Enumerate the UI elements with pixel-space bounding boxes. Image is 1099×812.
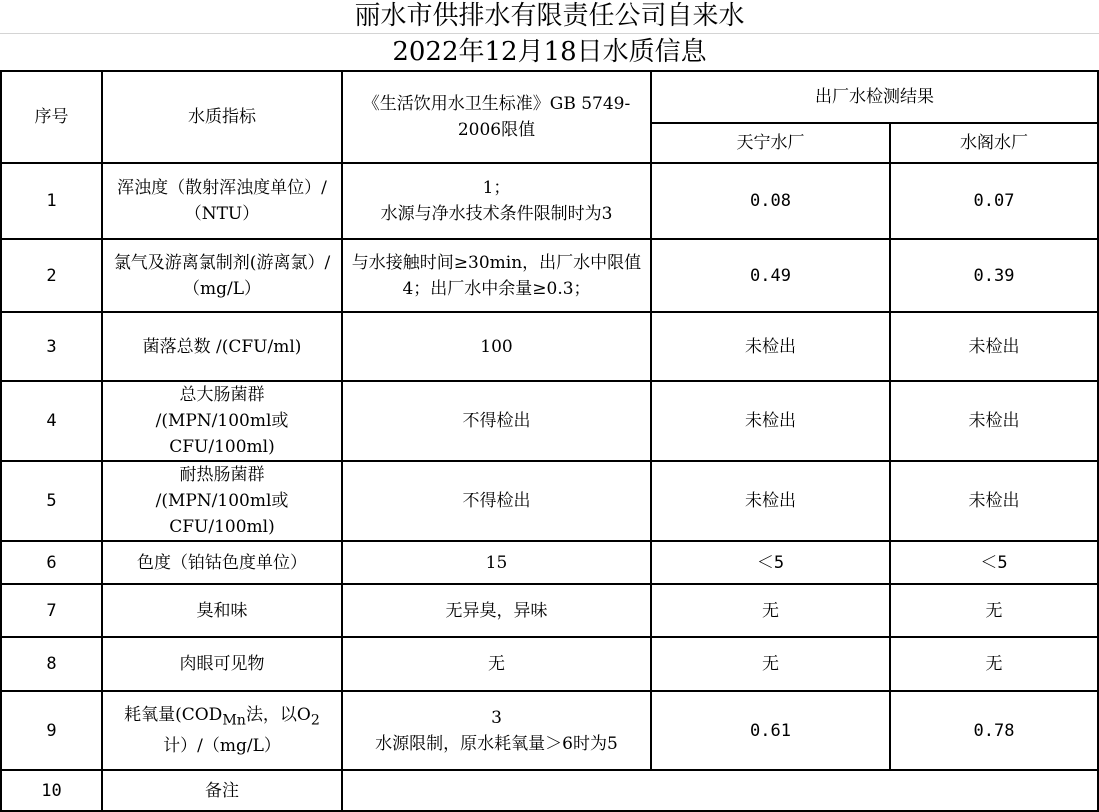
row-number: 9 [1, 691, 102, 770]
standard-limit-cell: 不得检出 [342, 381, 651, 461]
table-row [1, 381, 1098, 461]
page-subtitle: 2022年12月18日水质信息 [392, 37, 707, 67]
water-quality-table [0, 70, 1099, 812]
indicator-text: Mn [222, 712, 246, 729]
row-number: 5 [1, 461, 102, 541]
result-shuige: ＜5 [890, 541, 1098, 584]
row-number: 3 [1, 312, 102, 381]
header-index: 序号 [1, 71, 102, 163]
standard-limit-cell: 15 [342, 541, 651, 584]
row-number: 1 [1, 163, 102, 239]
remarks-cell [342, 770, 1098, 811]
result-tianning: ＜5 [651, 541, 890, 584]
result-tianning: 0.08 [651, 163, 890, 239]
header-plant-tianning: 天宁水厂 [651, 123, 890, 163]
indicator-cell: 总大肠菌群 /(MPN/100ml或 CFU/100ml) [102, 381, 342, 461]
result-shuige: 未检出 [890, 312, 1098, 381]
header-plant-shuige: 水阁水厂 [890, 123, 1098, 163]
table-row [1, 584, 1098, 637]
indicator-cell: 肉眼可见物 [102, 637, 342, 691]
result-tianning: 0.49 [651, 239, 890, 312]
standard-limit-cell: 不得检出 [342, 461, 651, 541]
header-results: 出厂水检测结果 [651, 71, 1098, 123]
page-title: 丽水市供排水有限责任公司自来水 [0, 0, 1099, 34]
row-number: 8 [1, 637, 102, 691]
table-row [1, 163, 1098, 239]
row-number: 2 [1, 239, 102, 312]
row-number: 4 [1, 381, 102, 461]
table-row [1, 239, 1098, 312]
table-row [1, 770, 1098, 811]
indicator-cell: 氯气及游离氯制剂(游离氯）/（mg/L） [102, 239, 342, 312]
table-row [1, 541, 1098, 584]
table-row [1, 691, 1098, 770]
indicator-text: 法，以O [245, 704, 311, 725]
standard-limit-cell: 无 [342, 637, 651, 691]
result-tianning: 未检出 [651, 312, 890, 381]
standard-limit-cell: 1； 水源与净水技术条件限制时为3 [342, 163, 651, 239]
standard-limit-cell: 100 [342, 312, 651, 381]
result-tianning: 未检出 [651, 461, 890, 541]
row-number: 7 [1, 584, 102, 637]
standard-limit-cell: 3 水源限制，原水耗氧量＞6时为5 [342, 691, 651, 770]
indicator-cell: 菌落总数 /(CFU/ml) [102, 312, 342, 381]
table-row [1, 312, 1098, 381]
table-row [1, 637, 1098, 691]
result-shuige: 0.78 [890, 691, 1098, 770]
standard-limit-cell: 无异臭，异味 [342, 584, 651, 637]
indicator-cell: 浑浊度（散射浑浊度单位）/（NTU） [102, 163, 342, 239]
indicator-cell [102, 691, 342, 770]
indicator-cell: 耐热肠菌群 /(MPN/100ml或 CFU/100ml) [102, 461, 342, 541]
header-standard: 《生活饮用水卫生标准》GB 5749-2006限值 [342, 71, 651, 163]
result-shuige: 无 [890, 584, 1098, 637]
indicator-cell: 臭和味 [102, 584, 342, 637]
result-shuige: 0.39 [890, 239, 1098, 312]
result-shuige: 未检出 [890, 461, 1098, 541]
result-shuige: 未检出 [890, 381, 1098, 461]
result-shuige: 无 [890, 637, 1098, 691]
indicator-text: 2 [310, 712, 320, 729]
result-tianning: 无 [651, 637, 890, 691]
result-shuige: 0.07 [890, 163, 1098, 239]
indicator-text: 计）/（mg/L） [163, 736, 281, 757]
row-number: 10 [1, 770, 102, 811]
result-tianning: 0.61 [651, 691, 890, 770]
indicator-cell: 色度（铂钴色度单位） [102, 541, 342, 584]
indicator-cell: 备注 [102, 770, 342, 811]
result-tianning: 未检出 [651, 381, 890, 461]
row-number: 6 [1, 541, 102, 584]
table-row [1, 461, 1098, 541]
standard-limit-cell: 与水接触时间≥30min，出厂水中限值4；出厂水中余量≥0.3； [342, 239, 651, 312]
header-indicator: 水质指标 [102, 71, 342, 163]
result-tianning: 无 [651, 584, 890, 637]
indicator-text: 耗氧量(COD [124, 704, 223, 725]
